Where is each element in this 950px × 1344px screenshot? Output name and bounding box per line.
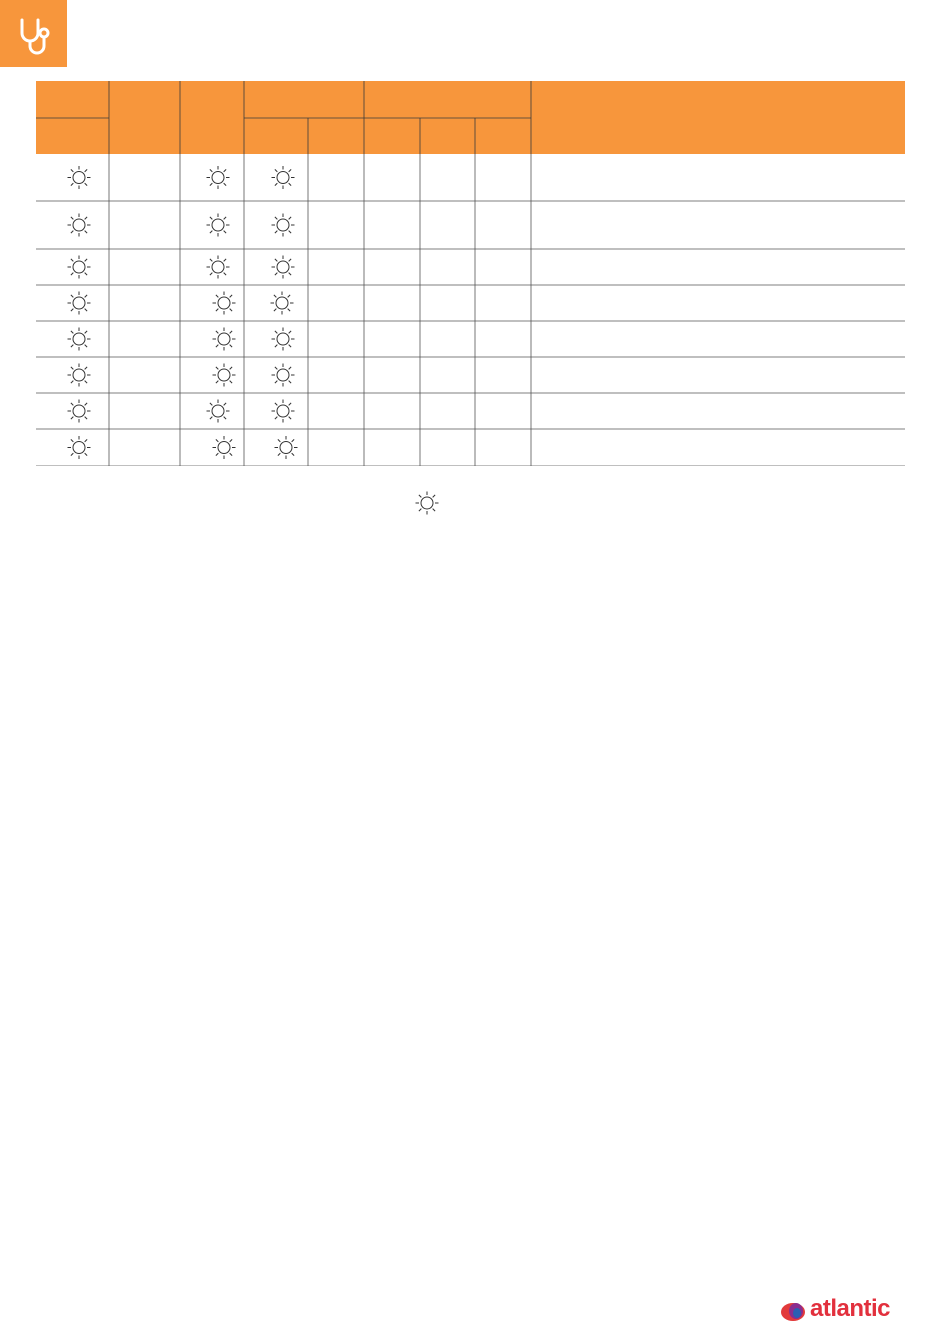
led-1-icon	[68, 214, 91, 237]
table-row	[68, 292, 294, 315]
table-row	[68, 364, 295, 387]
led-2-icon	[213, 436, 236, 459]
brand-name: atlantic	[810, 1295, 891, 1322]
table-row	[68, 328, 295, 351]
led-1-icon	[68, 436, 91, 459]
brand-mark-icon	[780, 1299, 806, 1325]
table-row	[68, 400, 295, 423]
led-1-icon	[68, 292, 91, 315]
diagnostic-tab	[0, 0, 67, 67]
led-1-icon	[68, 166, 91, 189]
led-3-icon	[271, 292, 294, 315]
diagnostic-table	[36, 81, 905, 466]
table-row	[68, 436, 298, 459]
led-3-icon	[272, 214, 295, 237]
led-2-icon	[213, 328, 236, 351]
led-2-icon	[213, 364, 236, 387]
brand-logo	[780, 1295, 902, 1325]
led-1-icon	[68, 400, 91, 423]
led-3-icon	[272, 166, 295, 189]
led-3-icon	[272, 328, 295, 351]
diagnostic-tab-background	[0, 0, 67, 67]
led-1-icon	[68, 256, 91, 279]
table-row	[68, 166, 295, 189]
led-2-icon	[207, 256, 230, 279]
led-3-icon	[272, 400, 295, 423]
table-row	[68, 214, 295, 237]
led-1-icon	[68, 328, 91, 351]
led-3-icon	[275, 436, 298, 459]
led-3-icon	[272, 256, 295, 279]
legend-led-icon	[415, 491, 439, 515]
table-header-band	[36, 81, 905, 154]
led-2-icon	[213, 292, 236, 315]
led-2-icon	[207, 400, 230, 423]
blinking-led-icon	[416, 492, 439, 515]
led-3-icon	[272, 364, 295, 387]
led-2-icon	[207, 214, 230, 237]
led-2-icon	[207, 166, 230, 189]
led-1-icon	[68, 364, 91, 387]
table-row	[68, 256, 295, 279]
